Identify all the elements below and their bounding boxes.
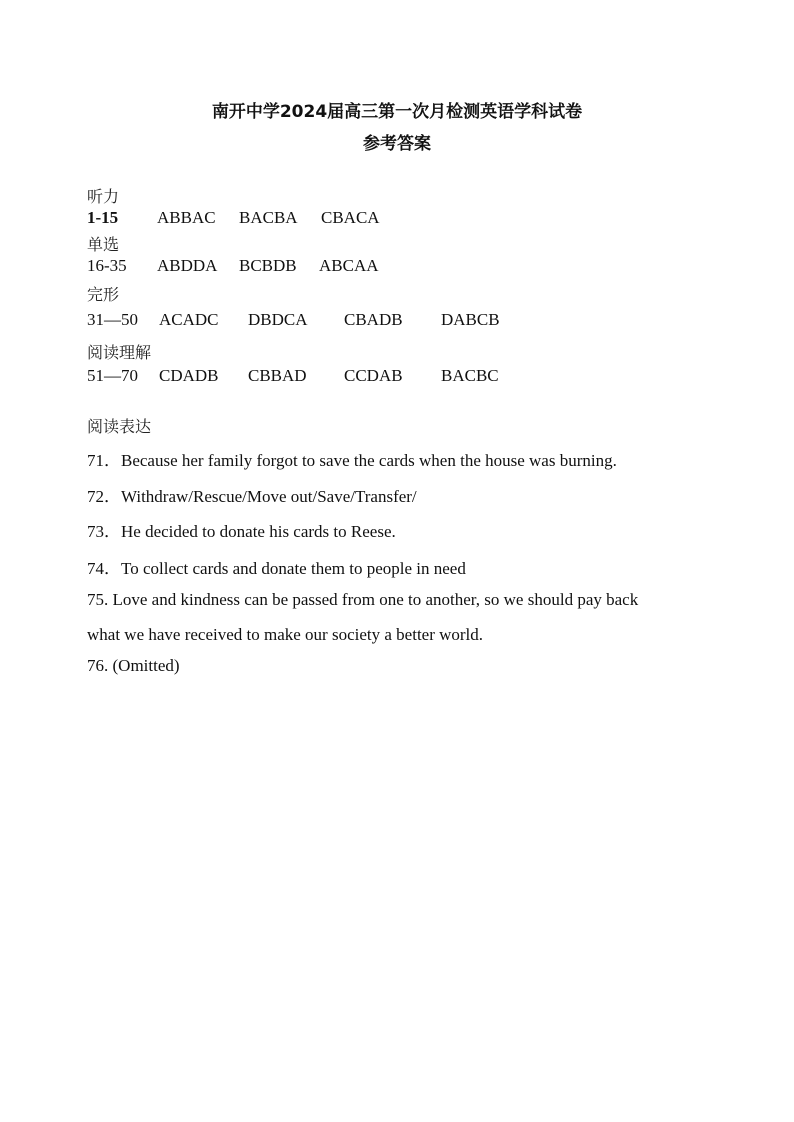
answer-group: ABCAA [319,256,379,275]
answer-group: BACBC [441,366,499,385]
answer-row-reading [87,366,547,388]
page-title: 南开中学2024届高三第一次月检测英语学科试卷 [211,102,583,122]
answer-range: 1-15 [87,208,119,227]
answer-row-listening [87,208,487,230]
answer-group: ABDDA [157,256,218,275]
answer-group: BCBDB [239,256,297,275]
answer-75-continued: what we have received to make our society a better world. [87,625,484,644]
answer-72: 72．Withdraw/Rescue/Move out/Save/Transfer/ [87,487,417,506]
answer-73: 73．He decided to donate his cards to Reese. [87,522,396,541]
answer-group: CBACA [321,208,380,227]
section-heading-expression: 阅读表达 [87,417,152,436]
section-heading-reading: 阅读理解 [87,343,152,362]
answer-group: CDADB [159,366,219,385]
answer-75: 75. Love and kindness can be passed from one to another, so we should pay back [87,590,639,609]
answer-group: CBBAD [248,366,307,385]
answer-range: 51—70 [87,366,138,385]
answer-group: CBADB [344,310,403,329]
section-heading-cloze: 完形 [87,285,120,304]
section-heading-single-choice: 单选 [87,235,120,254]
answer-group: DABCB [441,310,500,329]
answer-71: 71．Because her family forgot to save the cards when the house was burning. [87,451,617,470]
answer-row-single-choice [87,256,487,278]
answer-range: 16-35 [87,256,127,275]
answer-row-cloze [87,310,547,332]
answer-group: ACADC [159,310,219,329]
answer-group: ABBAC [157,208,216,227]
section-heading-listening: 听力 [87,187,120,206]
answer-group: CCDAB [344,366,403,385]
answer-74: 74．To collect cards and donate them to people in need [87,559,466,578]
page-subtitle: 参考答案 [363,134,431,154]
answer-group: DBDCA [248,310,308,329]
answer-76: 76. (Omitted) [87,656,180,675]
answer-group: BACBA [239,208,298,227]
answer-range: 31—50 [87,310,138,329]
